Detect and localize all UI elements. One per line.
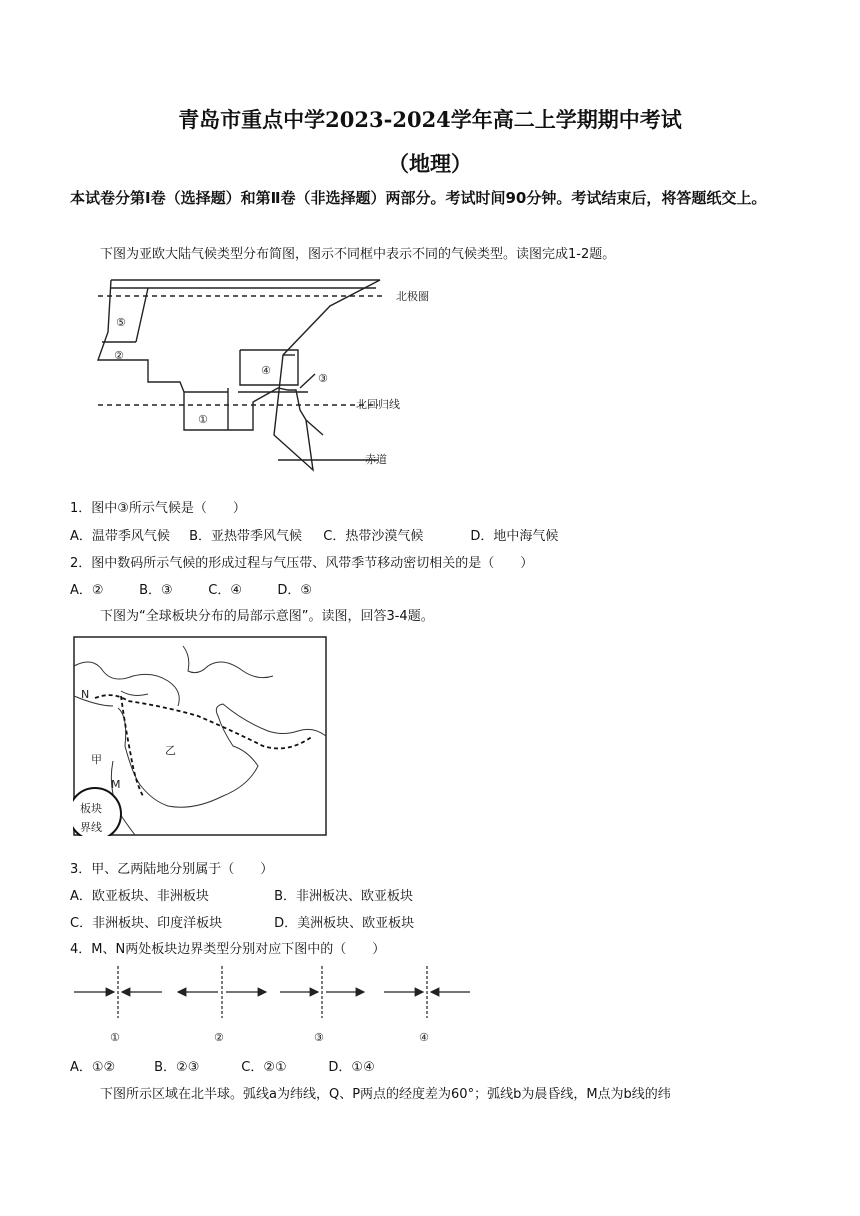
label-jia: 甲 (91, 753, 102, 766)
q4-option-b[interactable]: B．②③ (154, 1060, 200, 1075)
q4-option-d[interactable]: D．①④ (328, 1060, 375, 1075)
zone-3: ③ (318, 372, 328, 385)
exam-subject: （地理） (388, 151, 472, 176)
section1-prompt: 下图为亚欧大陆气候类型分布简图，图示不同框中表示不同的气候类型。读图完成1-2题。 (100, 247, 616, 262)
equator-label: 赤道 (365, 453, 387, 466)
q4-option-c[interactable]: C．②① (241, 1060, 287, 1075)
zone-5: ⑤ (116, 316, 126, 329)
q4-stem: 4．M、N两处板块边界类型分别对应下图中的（ ） (70, 942, 386, 957)
q3-option-a[interactable]: A．欧亚板块、非洲板块 (70, 889, 209, 904)
zone-1: ① (198, 413, 208, 426)
q2-option-d[interactable]: D．⑤ (277, 583, 313, 598)
q1-stem: 1．图中③所示气候是（ ） (70, 501, 246, 516)
q4-option-a[interactable]: A．①② (70, 1060, 116, 1075)
q2-stem: 2．图中数码所示气候的形成过程与气压带、风带季节移动密切相关的是（ ） (70, 556, 534, 571)
exam-title: 青岛市重点中学2023-2024学年高二上学期期中考试 (178, 107, 682, 132)
tropic-label: 北回归线 (356, 398, 400, 411)
plate-map (73, 636, 327, 836)
q1-option-c[interactable]: C．热带沙漠气候 (323, 529, 424, 544)
label-n: N (81, 688, 90, 701)
q3-option-d[interactable]: D．美洲板块、欧亚板块 (274, 916, 415, 931)
climate-diagram (78, 270, 468, 480)
section3-prompt: 下图所示区域在北半球。弧线a为纬线，Q、P两点的经度差为60°；弧线b为晨昏线，M点为b线的纬 (100, 1087, 671, 1102)
q3-stem: 3．甲、乙两陆地分别属于（ ） (70, 862, 274, 877)
label-m: M (111, 778, 121, 791)
zone-2: ② (114, 349, 124, 362)
boundary-label-4: ④ (419, 1031, 429, 1044)
q1-option-a[interactable]: A．温带季风气候 (70, 529, 170, 544)
boundary-label-3: ③ (314, 1031, 324, 1044)
q3-option-c[interactable]: C．非洲板块、印度洋板块 (70, 916, 223, 931)
q3-option-b[interactable]: B．非洲板决、欧亚板块 (274, 889, 414, 904)
q4-options (70, 1056, 375, 1075)
boundary-label-2: ② (214, 1031, 224, 1044)
q3-options-row1 (70, 885, 413, 904)
exam-intro: 本试卷分第Ⅰ卷（选择题）和第Ⅱ卷（非选择题）两部分。考试时间90分钟。考试结束后，将答题纸交上。 (70, 189, 767, 207)
q2-option-c[interactable]: C．④ (208, 583, 243, 598)
boundary-types-diagram (72, 966, 482, 1046)
legend-label-2: 界线 (80, 821, 102, 834)
q2-option-b[interactable]: B．③ (139, 583, 173, 598)
section2-prompt: 下图为“全球板块分布的局部示意图”。读图，回答3-4题。 (100, 609, 434, 624)
q1-options (70, 525, 558, 544)
q3-options-row2 (70, 912, 414, 931)
zone-4: ④ (261, 364, 271, 377)
arctic-circle-label: 北极圈 (396, 290, 429, 303)
boundary-label-1: ① (110, 1031, 120, 1044)
legend-label-1: 板块 (80, 802, 102, 815)
q2-options (70, 579, 312, 598)
q1-option-b[interactable]: B．亚热带季风气候 (189, 529, 303, 544)
q1-option-d[interactable]: D．地中海气候 (470, 529, 559, 544)
q2-option-a[interactable]: A．② (70, 583, 104, 598)
label-yi: 乙 (165, 744, 176, 757)
